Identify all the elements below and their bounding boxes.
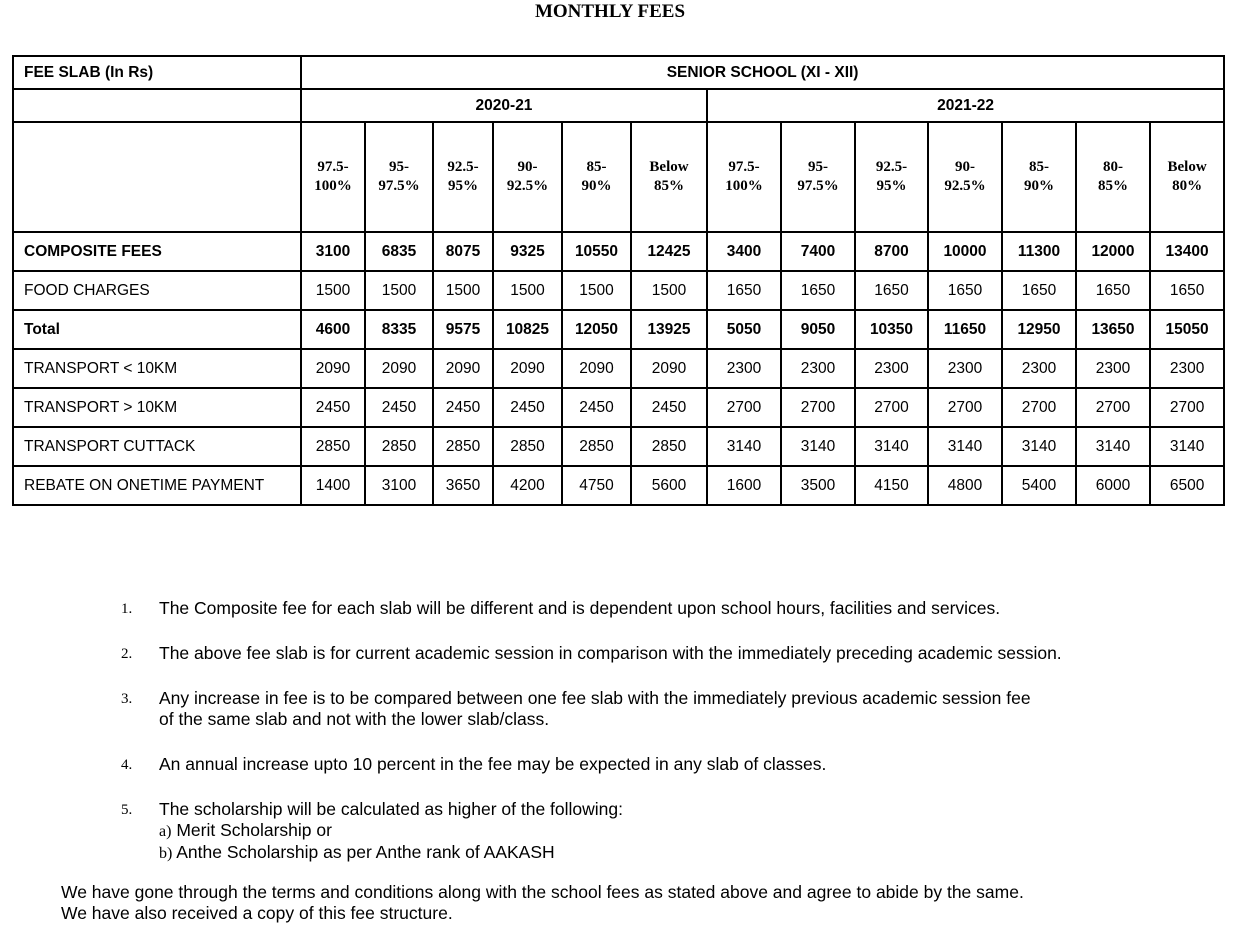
fee-cell: 3140 (1076, 427, 1150, 466)
fee-cell: 2700 (855, 388, 928, 427)
fee-cell: 4800 (928, 466, 1002, 505)
row-label: COMPOSITE FEES (13, 232, 301, 271)
fee-cell: 1650 (928, 271, 1002, 310)
fee-cell: 2450 (433, 388, 493, 427)
fee-cell: 1500 (433, 271, 493, 310)
fee-cell: 2300 (707, 349, 781, 388)
fee-cell: 1500 (365, 271, 433, 310)
fee-cell: 3500 (781, 466, 855, 505)
subitem-text: Merit Scholarship or (176, 820, 332, 840)
note-number: 5. (121, 802, 133, 818)
fee-cell: 12000 (1076, 232, 1150, 271)
fee-cell: 1500 (493, 271, 562, 310)
fee-cell: 1600 (707, 466, 781, 505)
subitem-letter: a) (159, 823, 172, 840)
note-item (0, 643, 1233, 664)
range-header: 92.5- 95% (855, 122, 928, 232)
fee-cell: 2090 (562, 349, 631, 388)
table-row (13, 310, 1224, 349)
fee-cell: 5050 (707, 310, 781, 349)
range-header: 85- 90% (562, 122, 631, 232)
fee-cell: 2450 (301, 388, 365, 427)
fee-cell: 10000 (928, 232, 1002, 271)
fee-cell: 2090 (631, 349, 707, 388)
fee-cell: 2850 (433, 427, 493, 466)
note-number: 4. (121, 757, 133, 773)
school-label: SENIOR SCHOOL (XI - XII) (301, 56, 1224, 89)
range-header: 97.5- 100% (707, 122, 781, 232)
fee-cell: 9325 (493, 232, 562, 271)
fee-cell: 2850 (493, 427, 562, 466)
fee-cell: 1650 (1150, 271, 1224, 310)
row-label: TRANSPORT CUTTACK (13, 427, 301, 466)
year-label-2020-21: 2020-21 (301, 89, 707, 122)
table-row (13, 349, 1224, 388)
fee-cell: 2700 (1150, 388, 1224, 427)
corner-label: FEE SLAB (In Rs) (13, 56, 301, 89)
note-text: The scholarship will be calculated as higher of the following: (159, 799, 624, 819)
fee-cell: 2850 (562, 427, 631, 466)
fee-cell: 3140 (928, 427, 1002, 466)
fee-cell: 4200 (493, 466, 562, 505)
fee-cell: 6835 (365, 232, 433, 271)
closing-line: We have also received a copy of this fee structure. (61, 903, 453, 923)
note-item (0, 688, 1233, 730)
header-row-years (13, 89, 1224, 122)
fee-cell: 2090 (433, 349, 493, 388)
fee-cell: 9050 (781, 310, 855, 349)
range-header: 92.5- 95% (433, 122, 493, 232)
fee-cell: 2850 (301, 427, 365, 466)
fee-cell: 11300 (1002, 232, 1076, 271)
fee-cell: 10550 (562, 232, 631, 271)
fee-cell: 3140 (781, 427, 855, 466)
fee-cell: 2300 (1076, 349, 1150, 388)
fee-cell: 1500 (301, 271, 365, 310)
note-number: 3. (121, 691, 133, 707)
note-text: Any increase in fee is to be compared between one fee slab with the immediately previous academic session fee (159, 688, 1031, 708)
table-row (13, 271, 1224, 310)
row-label: Total (13, 310, 301, 349)
range-header: 90- 92.5% (928, 122, 1002, 232)
note-subitem (159, 842, 1233, 864)
subitem-text: Anthe Scholarship as per Anthe rank of AAKASH (176, 842, 555, 862)
fee-cell: 1500 (562, 271, 631, 310)
note-number: 1. (121, 601, 133, 617)
fee-cell: 2700 (928, 388, 1002, 427)
notes-list (0, 598, 1233, 888)
closing-line: We have gone through the terms and conditions along with the school fees as stated above and agree to abide by the same. (61, 882, 1024, 902)
fee-cell: 2700 (1076, 388, 1150, 427)
fee-cell: 3140 (855, 427, 928, 466)
range-header: 90- 92.5% (493, 122, 562, 232)
fee-cell: 13400 (1150, 232, 1224, 271)
note-item (0, 598, 1233, 619)
range-header: Below 85% (631, 122, 707, 232)
fee-cell: 3140 (1002, 427, 1076, 466)
fee-cell: 2850 (365, 427, 433, 466)
fee-cell: 3650 (433, 466, 493, 505)
row-label: REBATE ON ONETIME PAYMENT (13, 466, 301, 505)
header-row-school (13, 56, 1224, 89)
fee-cell: 2090 (365, 349, 433, 388)
fee-cell: 3100 (365, 466, 433, 505)
range-header: 97.5- 100% (301, 122, 365, 232)
fee-cell: 2300 (855, 349, 928, 388)
fee-cell: 2450 (562, 388, 631, 427)
fee-cell: 2450 (631, 388, 707, 427)
fee-cell: 6500 (1150, 466, 1224, 505)
note-subitem (159, 820, 1233, 842)
note-text: The Composite fee for each slab will be different and is dependent upon school hours, facilities and services. (159, 598, 1001, 618)
fee-cell: 12050 (562, 310, 631, 349)
fee-cell: 2450 (365, 388, 433, 427)
fee-cell: 8335 (365, 310, 433, 349)
range-header: 80- 85% (1076, 122, 1150, 232)
closing-statement (61, 882, 1024, 924)
subitem-letter: b) (159, 845, 173, 862)
fee-cell: 9575 (433, 310, 493, 349)
fee-cell: 1650 (781, 271, 855, 310)
fee-cell: 5600 (631, 466, 707, 505)
fee-cell: 1650 (707, 271, 781, 310)
table-row (13, 388, 1224, 427)
range-header: 85- 90% (1002, 122, 1076, 232)
fee-cell: 15050 (1150, 310, 1224, 349)
empty-cell (13, 89, 301, 122)
fee-cell: 2300 (781, 349, 855, 388)
fee-cell: 13650 (1076, 310, 1150, 349)
fee-cell: 7400 (781, 232, 855, 271)
fee-cell: 10350 (855, 310, 928, 349)
table-row (13, 232, 1224, 271)
fee-cell: 2700 (781, 388, 855, 427)
fee-cell: 1650 (1076, 271, 1150, 310)
year-label-2021-22: 2021-22 (707, 89, 1224, 122)
range-header: 95- 97.5% (781, 122, 855, 232)
fee-cell: 2300 (928, 349, 1002, 388)
fee-cell: 3400 (707, 232, 781, 271)
fee-table-body (13, 56, 1224, 505)
table-row (13, 466, 1224, 505)
fee-cell: 2090 (493, 349, 562, 388)
fee-cell: 5400 (1002, 466, 1076, 505)
row-label: FOOD CHARGES (13, 271, 301, 310)
page-title: MONTHLY FEES (534, 1, 686, 22)
fee-cell: 1650 (855, 271, 928, 310)
fee-cell: 2850 (631, 427, 707, 466)
fee-cell: 11650 (928, 310, 1002, 349)
fee-cell: 2700 (1002, 388, 1076, 427)
fee-cell: 12425 (631, 232, 707, 271)
note-text: An annual increase upto 10 percent in the fee may be expected in any slab of classes. (159, 754, 827, 774)
row-label: TRANSPORT < 10KM (13, 349, 301, 388)
row-label: TRANSPORT > 10KM (13, 388, 301, 427)
fee-cell: 8075 (433, 232, 493, 271)
fee-cell: 1650 (1002, 271, 1076, 310)
note-number: 2. (121, 646, 133, 662)
fee-cell: 4150 (855, 466, 928, 505)
fee-cell: 1500 (631, 271, 707, 310)
note-item (0, 754, 1233, 775)
fee-cell: 3100 (301, 232, 365, 271)
fee-cell: 2090 (301, 349, 365, 388)
fee-cell: 12950 (1002, 310, 1076, 349)
fee-cell: 4600 (301, 310, 365, 349)
fee-cell: 2450 (493, 388, 562, 427)
fee-cell: 4750 (562, 466, 631, 505)
fee-cell: 2300 (1002, 349, 1076, 388)
fee-table (12, 55, 1225, 506)
fee-cell: 6000 (1076, 466, 1150, 505)
fee-cell: 8700 (855, 232, 928, 271)
fee-cell: 10825 (493, 310, 562, 349)
header-row-ranges (13, 122, 1224, 232)
note-text: The above fee slab is for current academic session in comparison with the immediately preceding academic session. (159, 643, 1062, 663)
fee-cell: 2300 (1150, 349, 1224, 388)
fee-cell: 13925 (631, 310, 707, 349)
range-header: 95- 97.5% (365, 122, 433, 232)
fee-cell: 3140 (707, 427, 781, 466)
fee-cell: 1400 (301, 466, 365, 505)
note-text: of the same slab and not with the lower slab/class. (159, 709, 550, 729)
empty-cell (13, 122, 301, 232)
table-row (13, 427, 1224, 466)
note-item (0, 799, 1233, 864)
fee-cell: 2700 (707, 388, 781, 427)
fee-cell: 3140 (1150, 427, 1224, 466)
range-header: Below 80% (1150, 122, 1224, 232)
